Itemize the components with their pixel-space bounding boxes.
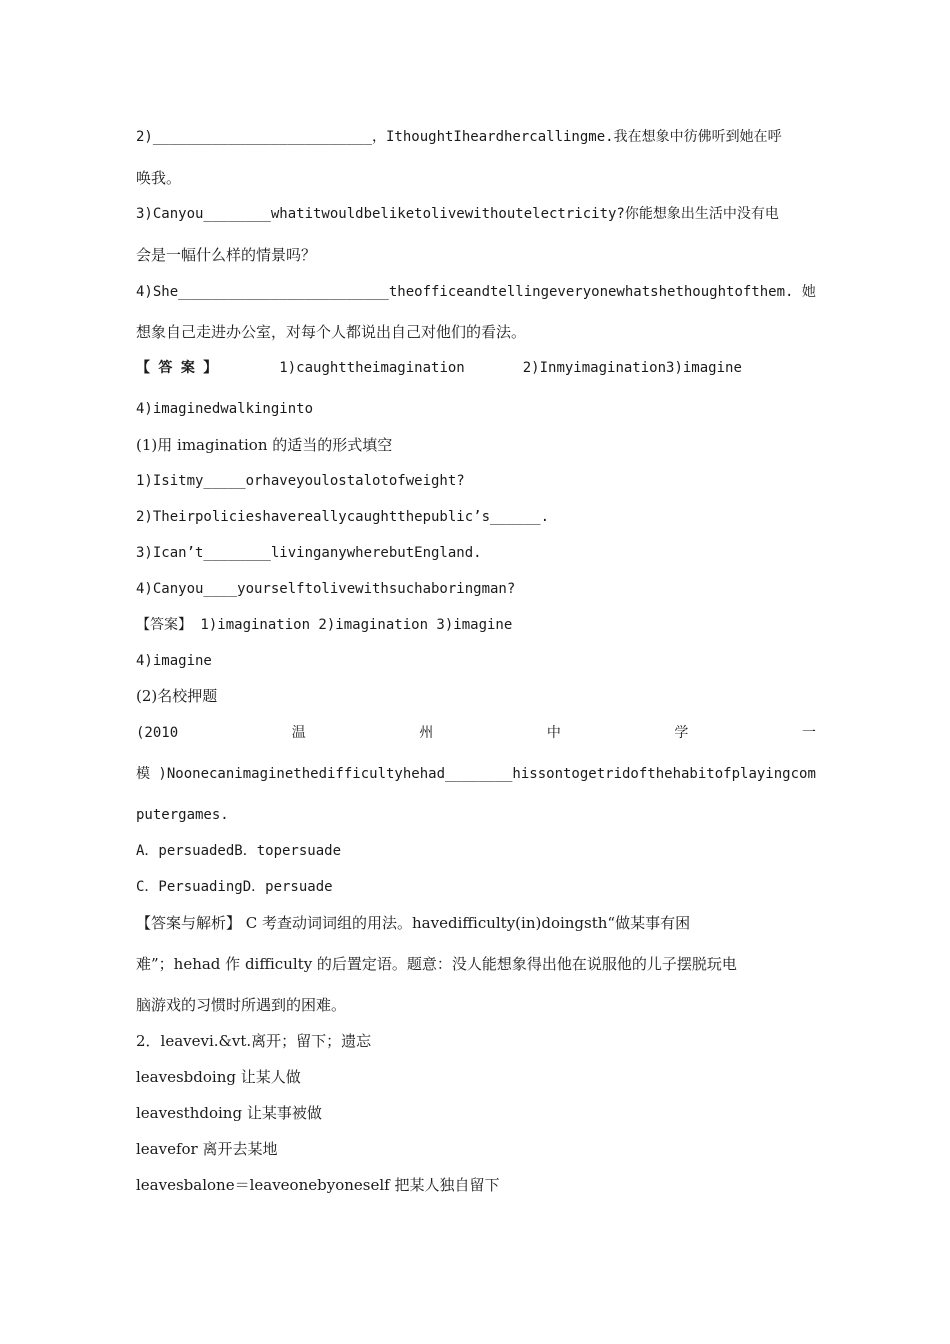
- vocab-item-4: leavesbalone＝leaveonebyoneself 把某人独自留下: [136, 1176, 500, 1194]
- answer-line-3: 【答案】 1)imagination 2)imagination 3)imagine: [136, 617, 513, 633]
- options-c-d: C．PersuadingD．persuade: [136, 879, 333, 895]
- vocab-heading: 2．leavevi.&vt.离开；留下；遗忘: [136, 1032, 372, 1050]
- source-char: 中: [546, 725, 561, 741]
- options-a-b: A．persuadedB．topersuade: [136, 843, 342, 859]
- source-year: (2010: [136, 725, 179, 741]
- fill-item-1: 1)Isitmy_____orhaveyoulostalotofweight?: [136, 473, 465, 489]
- vocab-item-3: leavefor 离开去某地: [136, 1140, 278, 1158]
- vocab-item-1: leavesbdoing 让某人做: [136, 1068, 301, 1086]
- question-stem: 模 )Noonecanimaginethedifficultyhehad________hissontogetridofthehabitofplayingcom: [136, 766, 816, 782]
- exercise-line-2-cont: 唤我。: [136, 169, 182, 187]
- fill-item-2: 2)Theirpolicieshavereallycaughtthepublic’s______.: [136, 509, 550, 525]
- section-heading-1: (1)用 imagination 的适当的形式填空: [136, 436, 393, 454]
- answer-label: 【 答 案 】: [136, 360, 218, 376]
- fill-item-3: 3)Ican’t________livinganywherebutEngland.: [136, 545, 482, 561]
- answer-line-1: [136, 358, 816, 378]
- analysis-line-3: 脑游戏的习惯时所遇到的困难。: [136, 996, 347, 1014]
- exercise-line-2: 2)__________________________，IthoughtIheardhercallingme.我在想象中彷佛听到她在呼: [136, 129, 782, 145]
- source-char: 州: [419, 725, 434, 741]
- exercise-line-3-cont: 会是一幅什么样的情景吗？: [136, 246, 317, 264]
- fill-item-4: 4)Canyou____yourselftolivewithsuchaboringman?: [136, 581, 516, 597]
- answer-line-2: 4)imaginedwalkinginto: [136, 401, 314, 417]
- source-char: 一: [801, 725, 816, 741]
- source-char: 学: [674, 725, 689, 741]
- source-char: 温: [291, 725, 306, 741]
- exercise-line-3: 3)Canyou________whatitwouldbeliketolivewithoutelectricity?你能想象出生活中没有电: [136, 206, 779, 222]
- question-stem-cont: putergames.: [136, 807, 229, 823]
- exercise-line-4: 4)She_________________________theofficeandtellingeveryonewhatshethoughtofthem. 她: [136, 284, 816, 300]
- answer-1: 1)caughttheimagination: [279, 360, 465, 376]
- analysis-line-1: 【答案与解析】 C 考查动词词组的用法。havedifficulty(in)doingsth“做某事有困: [136, 914, 691, 932]
- analysis-line-2: 难”；hehad 作 difficulty 的后置定语。题意：没人能想象得出他在说服他的儿子摆脱玩电: [136, 955, 737, 973]
- source-line: [136, 723, 816, 743]
- answer-line-4: 4)imagine: [136, 653, 212, 669]
- vocab-item-2: leavesthdoing 让某事被做: [136, 1104, 322, 1122]
- section-heading-2: (2)名校押题: [136, 687, 218, 705]
- exercise-line-4-cont: 想象自己走进办公室，对每个人都说出自己对他们的看法。: [136, 323, 527, 341]
- answer-2-3: 2)Inmyimagination3)imagine: [522, 360, 742, 376]
